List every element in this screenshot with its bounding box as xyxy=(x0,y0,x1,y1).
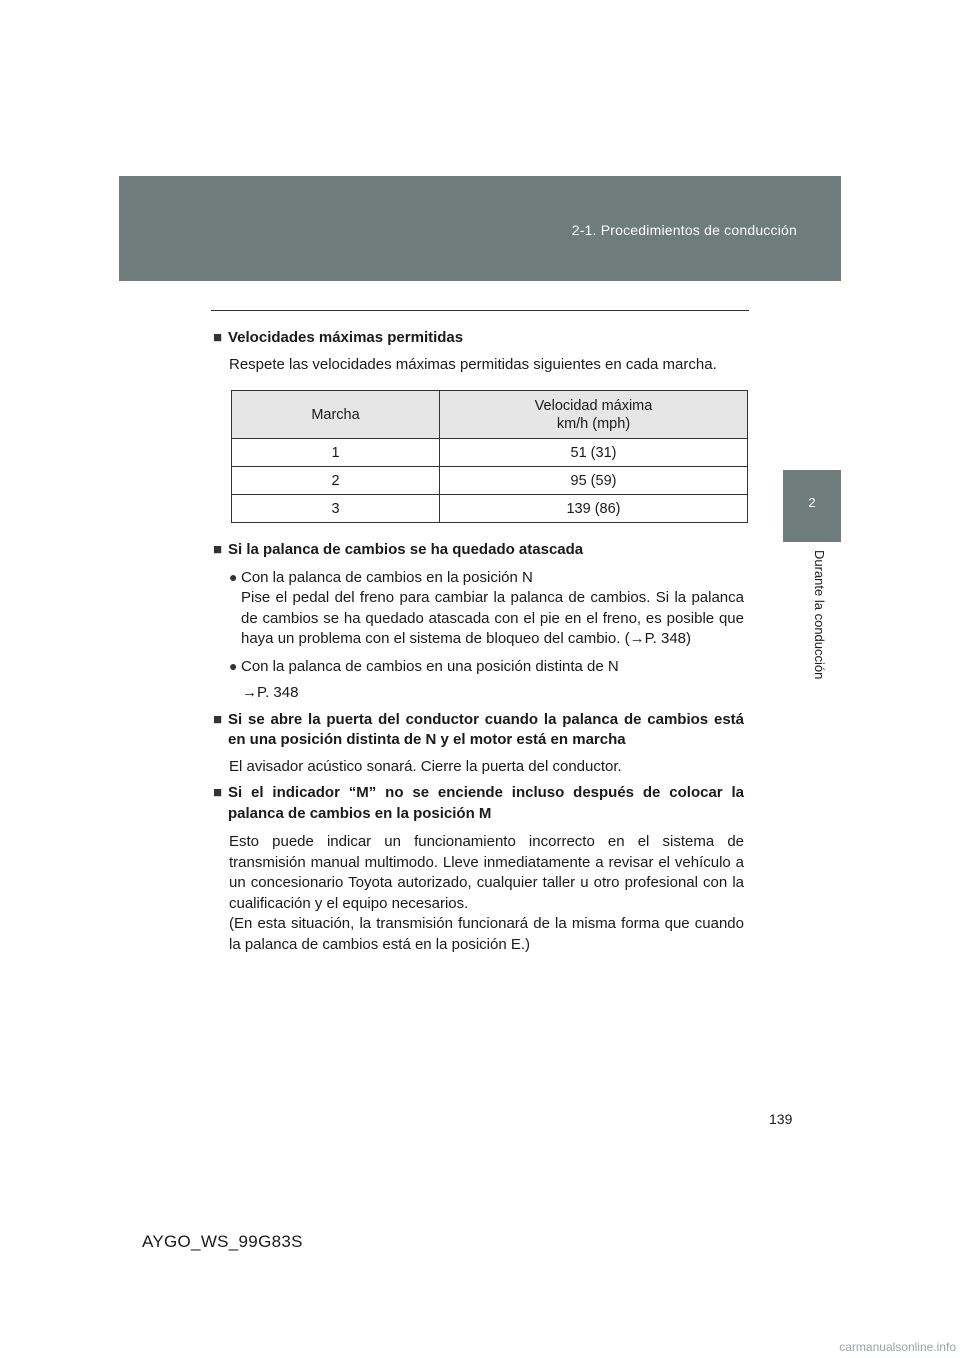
speed-table xyxy=(231,390,748,523)
column-header-speed-line1: Velocidad máxima xyxy=(534,397,653,414)
circle-marker: ● xyxy=(229,657,238,674)
bullet-item xyxy=(229,656,744,678)
chapter-number: 2 xyxy=(808,495,816,510)
speed-cell: 51 (31) xyxy=(440,439,748,467)
bullet-title: Con la palanca de cambios en la posición N xyxy=(241,568,533,586)
gear-cell: 2 xyxy=(232,467,440,495)
column-header-gear: Marcha xyxy=(232,391,440,439)
section-heading xyxy=(213,540,744,561)
chapter-tab xyxy=(783,470,841,542)
heading-text: Si la palanca de cambios se ha quedado atascada xyxy=(228,541,584,558)
square-marker: ■ xyxy=(213,710,223,728)
table-row xyxy=(232,439,748,467)
document-code: AYGO_WS_99G83S xyxy=(142,1232,303,1251)
bullet-body: Pise el pedal del freno para cambiar la palanca de cambios. Si la palanca de cambios se ha quedado atascada con el pie en el freno, es posible que haya un problema con el sistema de bloqueo del cambio. (→P. 348) xyxy=(241,589,744,647)
column-header-speed xyxy=(440,391,748,439)
heading-text: Si el indicador “M” no se enciende incluso después de colocar la palanca de cambios en la posición M xyxy=(228,784,744,822)
section-title: 2-1. Procedimientos de conducción xyxy=(571,222,797,238)
gear-cell: 3 xyxy=(232,495,440,523)
speed-cell: 95 (59) xyxy=(440,467,748,495)
speed-cell: 139 (86) xyxy=(440,495,748,523)
square-marker: ■ xyxy=(213,541,223,558)
paragraph xyxy=(229,832,744,955)
square-marker: ■ xyxy=(213,329,223,346)
indicator-section xyxy=(213,783,744,955)
heading-text: Si se abre la puerta del conductor cuando la palanca de cambios está en una posición distinta de N y el motor está en marcha xyxy=(228,710,744,748)
heading-text: Velocidades máximas permitidas xyxy=(228,329,464,346)
paragraph-text: Esto puede indicar un funcionamiento incorrecto en el sistema de transmisión manual multimodo. Lleve inmediatamente a revisar el vehículo a un concesionario Toyota autorizado, cualquier taller u otro profesional con la cualificación y el equipo necesarios. xyxy=(229,833,744,912)
door-section xyxy=(213,710,744,778)
main-content xyxy=(213,328,744,955)
paragraph: Respete las velocidades máximas permitidas siguientes en cada marcha. xyxy=(229,355,717,373)
section-heading xyxy=(213,328,744,349)
square-marker: ■ xyxy=(213,784,223,801)
header-band xyxy=(119,176,841,281)
paragraph-text: (En esta situación, la transmisión funcionará de la misma forma que cuando la palanca de cambios está en la posición E.) xyxy=(229,915,744,953)
bullet-item xyxy=(229,567,744,650)
chapter-label: Durante la conducción xyxy=(812,550,827,680)
page-number: 139 xyxy=(769,1111,793,1127)
column-header-speed-line2: km/h (mph) xyxy=(556,415,631,432)
paragraph: El avisador acústico sonará. Cierre la puerta del conductor. xyxy=(229,757,622,775)
gear-cell: 1 xyxy=(232,439,440,467)
bullet-title: Con la palanca de cambios en una posición distinta de N xyxy=(241,657,619,675)
stuck-section xyxy=(213,540,744,704)
section-heading xyxy=(213,783,744,824)
table-row xyxy=(232,495,748,523)
page-reference: →P. 348 xyxy=(242,684,299,701)
divider xyxy=(211,310,749,311)
circle-marker: ● xyxy=(229,568,238,585)
table-row xyxy=(232,467,748,495)
watermark-logo[interactable]: carmanualsonline.info xyxy=(839,1340,956,1354)
table-header-row xyxy=(232,391,748,439)
speeds-section xyxy=(213,328,744,523)
section-heading xyxy=(213,710,744,751)
